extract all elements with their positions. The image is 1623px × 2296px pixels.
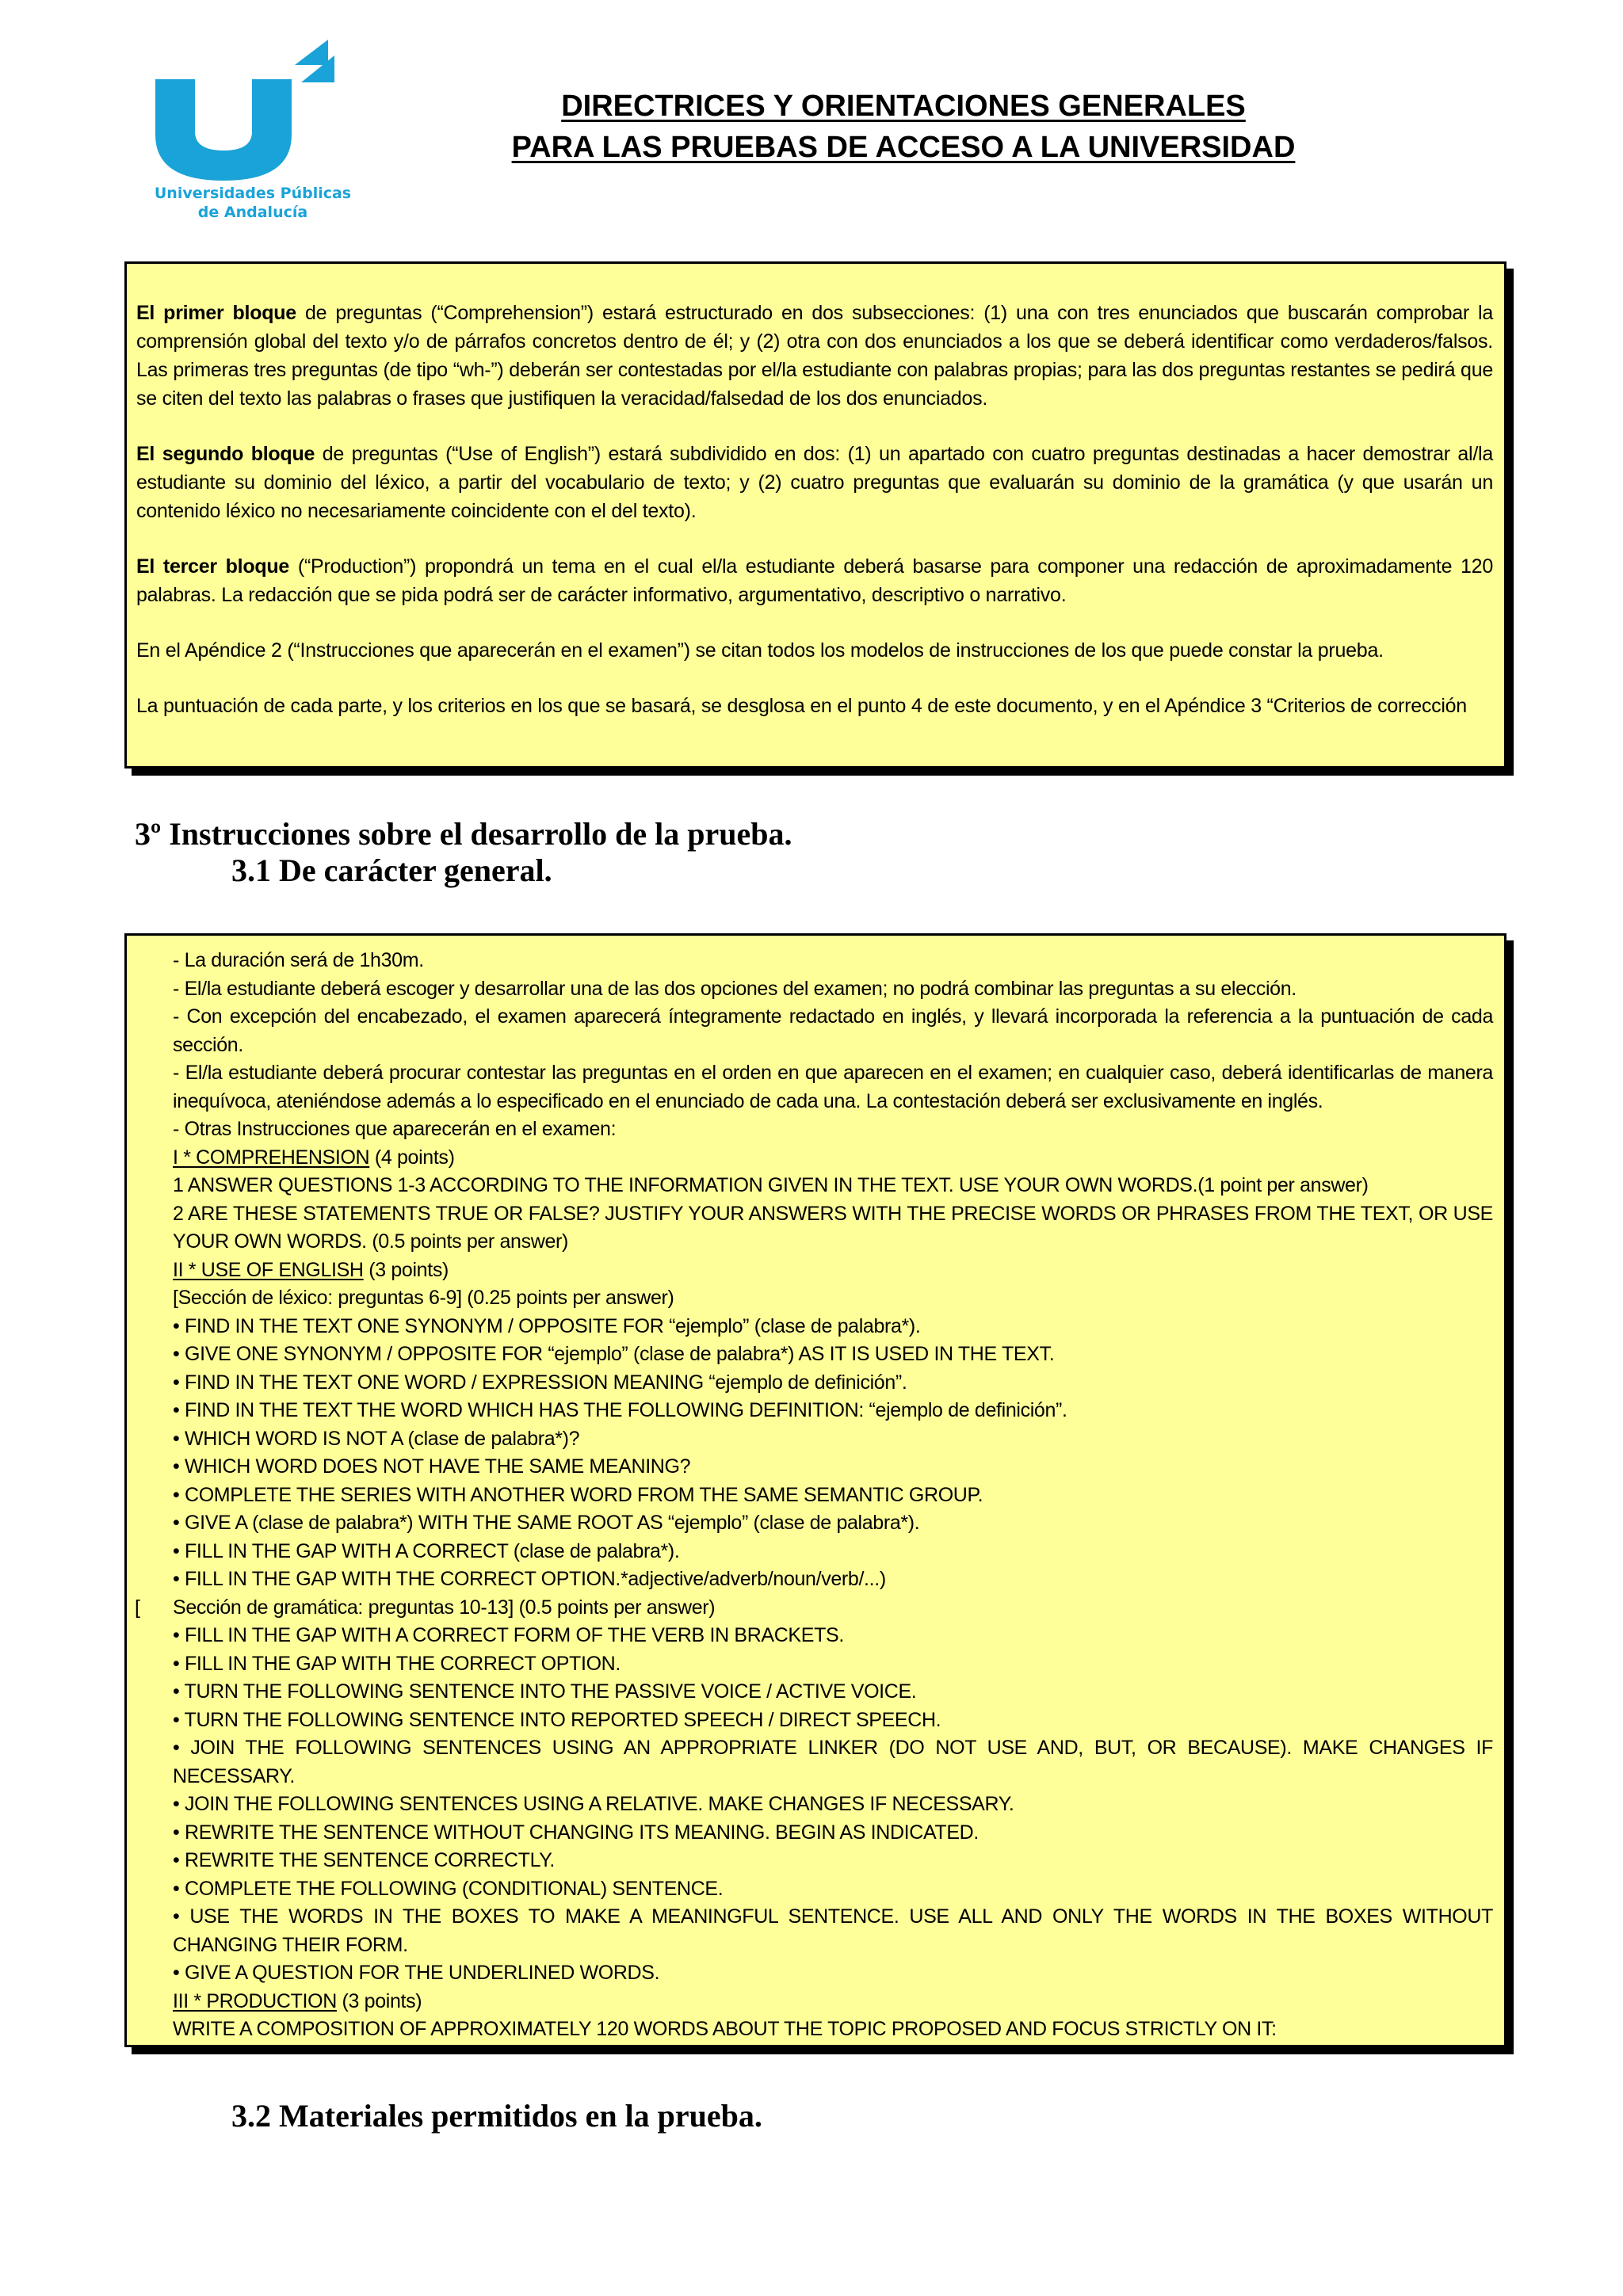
first-block-paragraph <box>136 299 1493 413</box>
instruction-line: • FILL IN THE GAP WITH THE CORRECT OPTION.*adjective/adverb/noun/verb/...) <box>173 1568 886 1590</box>
production-points: (3 points) <box>336 1989 422 2012</box>
instruction-line: • WHICH WORD DOES NOT HAVE THE SAME MEANING? <box>173 1455 691 1478</box>
instruction-line: • JOIN THE FOLLOWING SENTENCES USING A RELATIVE. MAKE CHANGES IF NECESSARY. <box>173 1793 1014 1815</box>
instruction-line: [Sección de léxico: preguntas 6-9] (0.25 points per answer) <box>173 1287 674 1309</box>
instruction-line: • TURN THE FOLLOWING SENTENCE INTO THE PASSIVE VOICE / ACTIVE VOICE. <box>173 1680 917 1703</box>
use-of-english-label: II * USE OF ENGLISH <box>173 1258 364 1281</box>
instruction-line: - Otras Instrucciones que aparecerán en el examen: <box>173 1118 617 1140</box>
page-title <box>444 86 1363 168</box>
third-block-text: (“Production”) propondrá un tema en el cual el/la estudiante deberá basarse para componer una redacción de aproximadamente 120 palabras. La redacción que se pida podrá ser de carácter informativo, argumentativo, descriptivo o narrativo. <box>136 555 1493 606</box>
instruction-line: WRITE A COMPOSITION OF APPROXIMATELY 120 WORDS ABOUT THE TOPIC PROPOSED AND FOCUS STRICTLY ON IT: <box>173 2018 1277 2040</box>
title-line2: PARA LAS PRUEBAS DE ACCESO A LA UNIVERSIDAD <box>511 131 1296 164</box>
first-block-label: El primer bloque <box>136 302 296 324</box>
exam-structure-box <box>124 261 1507 769</box>
logo-text-line2: de Andalucía <box>197 204 308 221</box>
instruction-line: • FILL IN THE GAP WITH THE CORRECT OPTION. <box>173 1652 621 1675</box>
instruction-line: - La duración será de 1h30m. <box>173 949 424 971</box>
instruction-line: • WHICH WORD IS NOT A (clase de palabra*)? <box>173 1427 580 1450</box>
grammar-bracket: [ <box>135 1596 140 1619</box>
instruction-line: • TURN THE FOLLOWING SENTENCE INTO REPORTED SPEECH / DIRECT SPEECH. <box>173 1708 941 1731</box>
grammar-section-line <box>135 1594 1493 1623</box>
instruction-line: 1 ANSWER QUESTIONS 1-3 ACCORDING TO THE INFORMATION GIVEN IN THE TEXT. USE YOUR OWN WORDS.(1 point per answer) <box>173 1174 1369 1196</box>
instruction-line: • USE THE WORDS IN THE BOXES TO MAKE A MEANINGFUL SENTENCE. USE ALL AND ONLY THE WORDS IN THE BOXES WITHOUT CHANGING THEIR FORM. <box>173 1905 1493 1956</box>
title-line1: DIRECTRICES Y ORIENTACIONES GENERALES <box>561 90 1246 123</box>
use-of-english-heading <box>173 1257 1493 1285</box>
instruction-line: - Con excepción del encabezado, el examen aparecerá íntegramente redactado en inglés, y llevará incorporada la referencia a la puntuación de cada sección. <box>173 1005 1493 1056</box>
second-block-paragraph <box>136 440 1493 525</box>
second-block-label: El segundo bloque <box>136 443 315 465</box>
section-3-1-heading: 3.1 De carácter general. <box>231 852 552 888</box>
section-3-heading: 3º Instrucciones sobre el desarrollo de la prueba. <box>135 816 792 852</box>
use-of-english-points: (3 points) <box>363 1258 449 1281</box>
appendix-2-paragraph: En el Apéndice 2 (“Instrucciones que aparecerán en el examen”) se citan todos los modelos de instrucciones de los que puede constar la prueba. <box>136 639 1384 662</box>
scoring-paragraph: La puntuación de cada parte, y los criterios en los que se basará, se desglosa en el punto 4 de este documento, y en el Apéndice 3 “Criterios de corrección <box>136 695 1467 717</box>
production-heading <box>173 1988 1493 2016</box>
instruction-line: • FILL IN THE GAP WITH A CORRECT (clase de palabra*). <box>173 1539 680 1562</box>
u-logo-icon <box>146 38 360 184</box>
third-block-paragraph <box>136 552 1493 609</box>
instruction-line: • FIND IN THE TEXT ONE WORD / EXPRESSION MEANING “ejemplo de definición”. <box>173 1371 907 1394</box>
third-block-label: El tercer bloque <box>136 555 290 578</box>
instruction-line: • FIND IN THE TEXT ONE SYNONYM / OPPOSITE FOR “ejemplo” (clase de palabra*). <box>173 1314 921 1337</box>
instruction-line: • FILL IN THE GAP WITH A CORRECT FORM OF THE VERB IN BRACKETS. <box>173 1624 844 1646</box>
instruction-line: • JOIN THE FOLLOWING SENTENCES USING AN APPROPRIATE LINKER (DO NOT USE AND, BUT, OR BECAUSE). MAKE CHANGES IF NECESSARY. <box>173 1737 1493 1787</box>
instruction-line: • COMPLETE THE SERIES WITH ANOTHER WORD FROM THE SAME SEMANTIC GROUP. <box>173 1483 983 1506</box>
first-block-text: de preguntas (“Comprehension”) estará estructurado en dos subsecciones: (1) una con tres enunciados que buscarán comprobar la comprensión global del texto y/o de párrafos concretos dentro de él; y (2) otra con dos enunciados a los que se deberá identificar como verdaderos/falsos. Las primeras tres preguntas (de tipo “wh-”) deberán ser contestadas por el/la estudiante con palabras propias; para las dos preguntas restantes se pedirá que se citen del texto las palabras o frases que justifiquen la veracidad/falsedad de los dos enunciados. <box>136 302 1493 410</box>
instruction-line: • GIVE A QUESTION FOR THE UNDERLINED WORDS. <box>173 1962 660 1984</box>
production-label: III * PRODUCTION <box>173 1989 337 2012</box>
instruction-line: - El/la estudiante deberá procurar contestar las preguntas en el orden en que aparecen en el examen; en cualquier caso, deberá identificarlas de manera inequívoca, ateniéndose además a lo especificado en el enunciado de cada una. La contestación deberá ser exclusivamente en inglés. <box>173 1062 1493 1112</box>
instruction-line: • REWRITE THE SENTENCE CORRECTLY. <box>173 1849 555 1871</box>
universidades-publicas-logo <box>146 38 360 228</box>
comprehension-points: (4 points) <box>369 1146 455 1169</box>
instruction-line: • GIVE A (clase de palabra*) WITH THE SAME ROOT AS “ejemplo” (clase de palabra*). <box>173 1512 920 1534</box>
comprehension-label: I * COMPREHENSION <box>173 1146 370 1169</box>
instruction-line: • COMPLETE THE FOLLOWING (CONDITIONAL) SENTENCE. <box>173 1877 724 1900</box>
section-3-2-heading: 3.2 Materiales permitidos en la prueba. <box>231 2098 762 2134</box>
instruction-line: - El/la estudiante deberá escoger y desarrollar una de las dos opciones del examen; no podrá combinar las preguntas a su elección. <box>173 977 1296 1000</box>
instruction-line: • FIND IN THE TEXT THE WORD WHICH HAS THE FOLLOWING DEFINITION: “ejemplo de definición”. <box>173 1399 1067 1421</box>
instruction-line: • GIVE ONE SYNONYM / OPPOSITE FOR “ejemplo” (clase de palabra*) AS IT IS USED IN THE TEXT. <box>173 1343 1055 1365</box>
instruction-line: • REWRITE THE SENTENCE WITHOUT CHANGING ITS MEANING. BEGIN AS INDICATED. <box>173 1821 979 1844</box>
logo-text-line1: Universidades Públicas <box>154 185 352 202</box>
second-block-text: de preguntas (“Use of English”) estará subdividido en dos: (1) un apartado con cuatro preguntas destinadas a hacer demostrar al/la estudiante su dominio del léxico, a partir del vocabulario de texto; y (2) cuatro preguntas que evaluarán su dominio de la gramática (y que usarán un contenido léxico no necesariamente coincidente con el del texto). <box>136 443 1494 522</box>
exam-instructions-box <box>124 933 1507 2047</box>
grammar-section-text: Sección de gramática: preguntas 10-13] (0.5 points per answer) <box>173 1596 716 1619</box>
instruction-line: 2 ARE THESE STATEMENTS TRUE OR FALSE? JUSTIFY YOUR ANSWERS WITH THE PRECISE WORDS OR PHRASES FROM THE TEXT, OR USE YOUR OWN WORDS. (0.5 points per answer) <box>173 1202 1493 1253</box>
comprehension-heading <box>173 1144 1493 1173</box>
